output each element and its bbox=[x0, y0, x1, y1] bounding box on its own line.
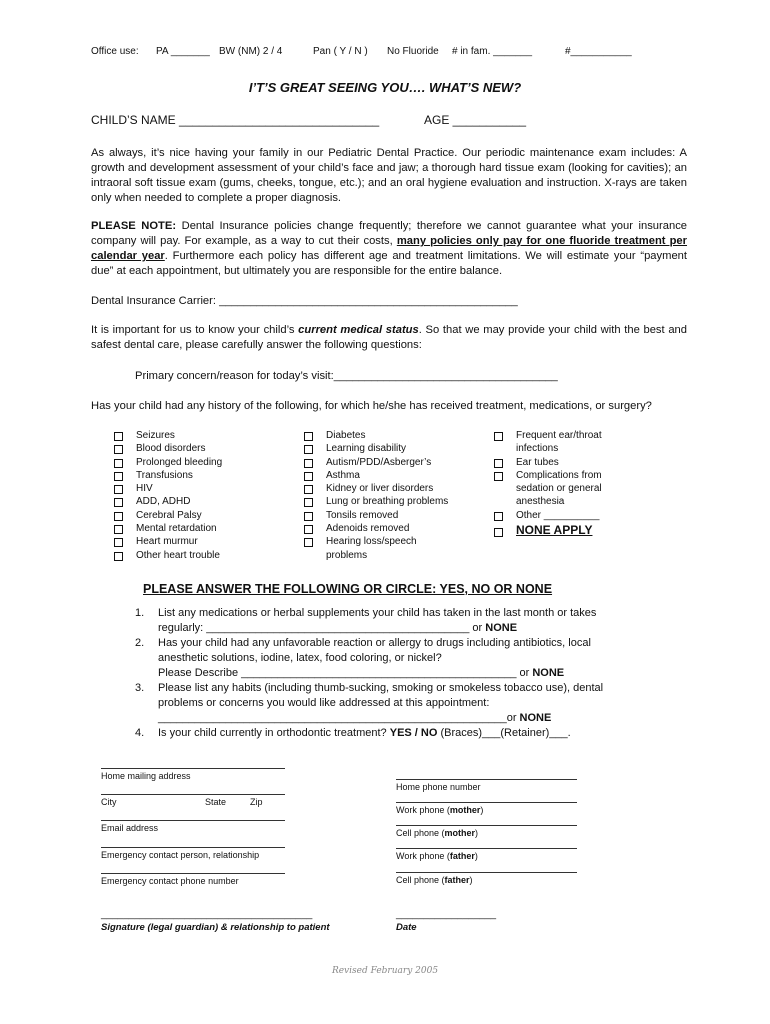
checkbox[interactable] bbox=[304, 459, 313, 468]
condition-add-adhd[interactable]: ADD, ADHD bbox=[114, 495, 222, 508]
medical-status-text: It is important for us to know your child’s bbox=[91, 324, 299, 336]
primary-concern-field[interactable]: Primary concern/reason for today’s visit:____________________________________ bbox=[135, 370, 558, 382]
insurance-note-text-end: . Furthermore each policy has different age and treatment limitations. We will estimate your “payment due” at each appointment, but ultimately you are responsible for the entire balance. bbox=[91, 250, 687, 277]
condition-ear-tubes[interactable]: Ear tubes bbox=[494, 456, 602, 469]
medical-status-emphasis: current medical status bbox=[298, 324, 419, 336]
page-title: I’T’S GREAT SEEING YOU…. WHAT’S NEW? bbox=[248, 80, 522, 95]
cell-phone-father-label: Cell phone (father) bbox=[396, 875, 473, 885]
condition-hearing-speech[interactable]: Hearing loss/speech bbox=[304, 535, 448, 548]
condition-other-heart-trouble[interactable]: Other heart trouble bbox=[114, 549, 222, 562]
office-number: #___________ bbox=[565, 46, 632, 57]
insurance-carrier-field[interactable]: Dental Insurance Carrier: ________________________________________________ bbox=[91, 295, 518, 307]
zip-label: Zip bbox=[250, 797, 263, 807]
date-line[interactable]: __________________ bbox=[396, 909, 497, 920]
work-phone-mother-label: Work phone (mother) bbox=[396, 805, 484, 815]
cell-phone-mother-label: Cell phone (mother) bbox=[396, 828, 479, 838]
no-option[interactable]: NO bbox=[420, 727, 438, 739]
office-use-label: Office use: bbox=[91, 46, 139, 57]
emergency-contact-line[interactable] bbox=[101, 847, 285, 848]
question-allergies[interactable]: 2. Has your child had any unfavorable reaction or allergy to drugs including antibiotics, local anesthetic solutions, iodine, latex, food coloring, or nickel? Please Describe _____________________________________________ or NONE bbox=[135, 637, 591, 679]
intro-paragraph: As always, it’s nice having your family in our Pediatric Dental Practice. Our periodic maintenance exam includes: A growth and development assessment of your child’s face and jaw; a thorough hard tissue exam (looking for cavities); an intraoral soft tissue exam (gums, cheeks, tongue, etc.); and an oral hygiene evaluation and instruction. X-rays are taken only when needed to complete a proper diagnosis. bbox=[91, 147, 687, 204]
condition-autism[interactable]: Autism/PDD/Asberger’s bbox=[304, 456, 448, 469]
condition-heart-murmur[interactable]: Heart murmur bbox=[114, 535, 222, 548]
date-label: Date bbox=[396, 922, 417, 933]
email-line[interactable] bbox=[101, 820, 285, 821]
home-address-label: Home mailing address bbox=[101, 771, 191, 781]
insurance-note-paragraph bbox=[91, 219, 687, 279]
office-fluoride: No Fluoride bbox=[387, 46, 439, 57]
age-field[interactable]: AGE ___________ bbox=[424, 113, 527, 127]
condition-complications[interactable]: Complications from bbox=[494, 469, 602, 482]
email-label: Email address bbox=[101, 823, 159, 833]
condition-frequent-ear-throat[interactable]: Frequent ear/throat bbox=[494, 429, 602, 442]
checkbox[interactable] bbox=[114, 512, 123, 521]
checkbox[interactable] bbox=[114, 432, 123, 441]
home-phone-label: Home phone number bbox=[396, 782, 481, 792]
question-medications[interactable]: 1. List any medications or herbal supplements your child has taken in the last month or takes regularly: ___________________________________________ or NONE bbox=[135, 607, 597, 634]
office-fam-count: # in fam. _______ bbox=[452, 46, 533, 57]
section-title: PLEASE ANSWER THE FOLLOWING OR CIRCLE: YES, NO OR NONE bbox=[143, 582, 553, 596]
city-label: City bbox=[101, 797, 117, 807]
condition-tonsils-removed[interactable]: Tonsils removed bbox=[304, 509, 448, 522]
checkbox[interactable] bbox=[114, 538, 123, 547]
work-phone-father-label: Work phone (father) bbox=[396, 851, 478, 861]
fluoride-limit-note: many policies only pay for one fluoride treatment per calendar year bbox=[91, 235, 688, 262]
condition-mental-retardation[interactable]: Mental retardation bbox=[114, 522, 222, 535]
please-note-label: PLEASE NOTE: bbox=[91, 220, 177, 232]
cell-phone-father-line[interactable] bbox=[396, 872, 577, 873]
checkbox[interactable] bbox=[304, 485, 313, 494]
question-habits[interactable]: 3. Please list any habits (including thumb-sucking, smoking or smokeless tobacco use), dental problems or concerns you would like addressed at this appointment: _________________________________________________________or NONE bbox=[135, 682, 604, 724]
condition-learning-disability[interactable]: Learning disability bbox=[304, 442, 448, 455]
office-pa: PA _______ bbox=[156, 46, 210, 57]
checkbox[interactable] bbox=[494, 528, 503, 537]
checkbox[interactable] bbox=[114, 472, 123, 481]
cell-phone-mother-line[interactable] bbox=[396, 825, 577, 826]
condition-adenoids-removed[interactable]: Adenoids removed bbox=[304, 522, 448, 535]
checkbox[interactable] bbox=[304, 432, 313, 441]
child-name-field[interactable]: CHILD’S NAME ______________________________ bbox=[91, 113, 380, 127]
condition-blood-disorders[interactable]: Blood disorders bbox=[114, 442, 222, 455]
none-option[interactable]: NONE bbox=[485, 622, 518, 634]
emergency-contact-label: Emergency contact person, relationship bbox=[101, 850, 260, 860]
condition-frequent-ear-throat-cont: infections bbox=[516, 443, 559, 455]
state-label: State bbox=[205, 797, 227, 807]
work-phone-father-line[interactable] bbox=[396, 848, 577, 849]
medical-status-paragraph bbox=[91, 323, 687, 353]
checkbox[interactable] bbox=[114, 525, 123, 534]
condition-hiv[interactable]: HIV bbox=[114, 482, 222, 495]
condition-lung-breathing[interactable]: Lung or breathing problems bbox=[304, 495, 448, 508]
work-phone-mother-line[interactable] bbox=[396, 802, 577, 803]
checkbox[interactable] bbox=[114, 445, 123, 454]
signature-label: Signature (legal guardian) & relationship to patient bbox=[101, 922, 330, 933]
checkbox[interactable] bbox=[494, 512, 503, 521]
signature-line[interactable]: ______________________________________ bbox=[101, 909, 313, 920]
checkbox[interactable] bbox=[304, 538, 313, 547]
office-pan: Pan ( Y / N ) bbox=[313, 46, 368, 57]
checkbox[interactable] bbox=[114, 498, 123, 507]
conditions-column-3 bbox=[494, 429, 602, 538]
question-orthodontic[interactable]: 4. Is your child currently in orthodontic treatment? YES / NO (Braces)___(Retainer)___. bbox=[135, 727, 571, 739]
condition-other[interactable]: Other __________ bbox=[494, 509, 602, 522]
none-option[interactable]: NONE bbox=[532, 667, 565, 679]
conditions-column-1 bbox=[114, 429, 222, 562]
condition-prolonged-bleeding[interactable]: Prolonged bleeding bbox=[114, 456, 222, 469]
condition-seizures[interactable]: Seizures bbox=[114, 429, 222, 442]
checkbox[interactable] bbox=[494, 459, 503, 468]
condition-asthma[interactable]: Asthma bbox=[304, 469, 448, 482]
conditions-column-2 bbox=[304, 429, 448, 562]
emergency-phone-line[interactable] bbox=[101, 873, 285, 874]
history-question: Has your child had any history of the following, for which he/she has received treatment, medications, or surgery? bbox=[91, 400, 652, 412]
home-phone-line[interactable] bbox=[396, 779, 577, 780]
checkbox[interactable] bbox=[494, 432, 503, 441]
condition-none-apply[interactable]: NONE APPLY bbox=[494, 524, 602, 538]
checkbox[interactable] bbox=[304, 512, 313, 521]
insurance-note-text: Dental Insurance policies change frequently; therefore we cannot guarantee what your insurance company will pay. For example, as a way to cut their costs, bbox=[91, 220, 688, 247]
question-list bbox=[135, 606, 645, 741]
checkbox[interactable] bbox=[114, 459, 123, 468]
checkbox[interactable] bbox=[304, 498, 313, 507]
none-option[interactable]: NONE bbox=[519, 712, 552, 724]
checkbox[interactable] bbox=[304, 525, 313, 534]
condition-diabetes[interactable]: Diabetes bbox=[304, 429, 448, 442]
medical-status-text-end: . So that we may provide your child with the best and safest dental care, please carefully answer the following questions: bbox=[91, 324, 687, 351]
city-state-zip-line[interactable] bbox=[101, 794, 285, 795]
home-address-line[interactable] bbox=[101, 768, 285, 769]
office-bw: BW (NM) 2 / 4 bbox=[219, 46, 283, 57]
condition-kidney-liver[interactable]: Kidney or liver disorders bbox=[304, 482, 448, 495]
checkbox[interactable] bbox=[114, 552, 123, 561]
checkbox[interactable] bbox=[114, 485, 123, 494]
checkbox[interactable] bbox=[304, 445, 313, 454]
condition-hearing-speech-cont: problems bbox=[326, 549, 368, 561]
condition-complications-cont: sedation or general bbox=[516, 483, 602, 495]
condition-complications-cont-2: anesthesia bbox=[516, 496, 565, 508]
checkbox[interactable] bbox=[304, 472, 313, 481]
revision-note: Revised February 2005 bbox=[331, 966, 439, 976]
yes-option[interactable]: YES bbox=[389, 727, 412, 739]
checkbox[interactable] bbox=[494, 472, 503, 481]
emergency-phone-label: Emergency contact phone number bbox=[101, 876, 239, 886]
condition-transfusions[interactable]: Transfusions bbox=[114, 469, 222, 482]
condition-cerebral-palsy[interactable]: Cerebral Palsy bbox=[114, 509, 222, 522]
